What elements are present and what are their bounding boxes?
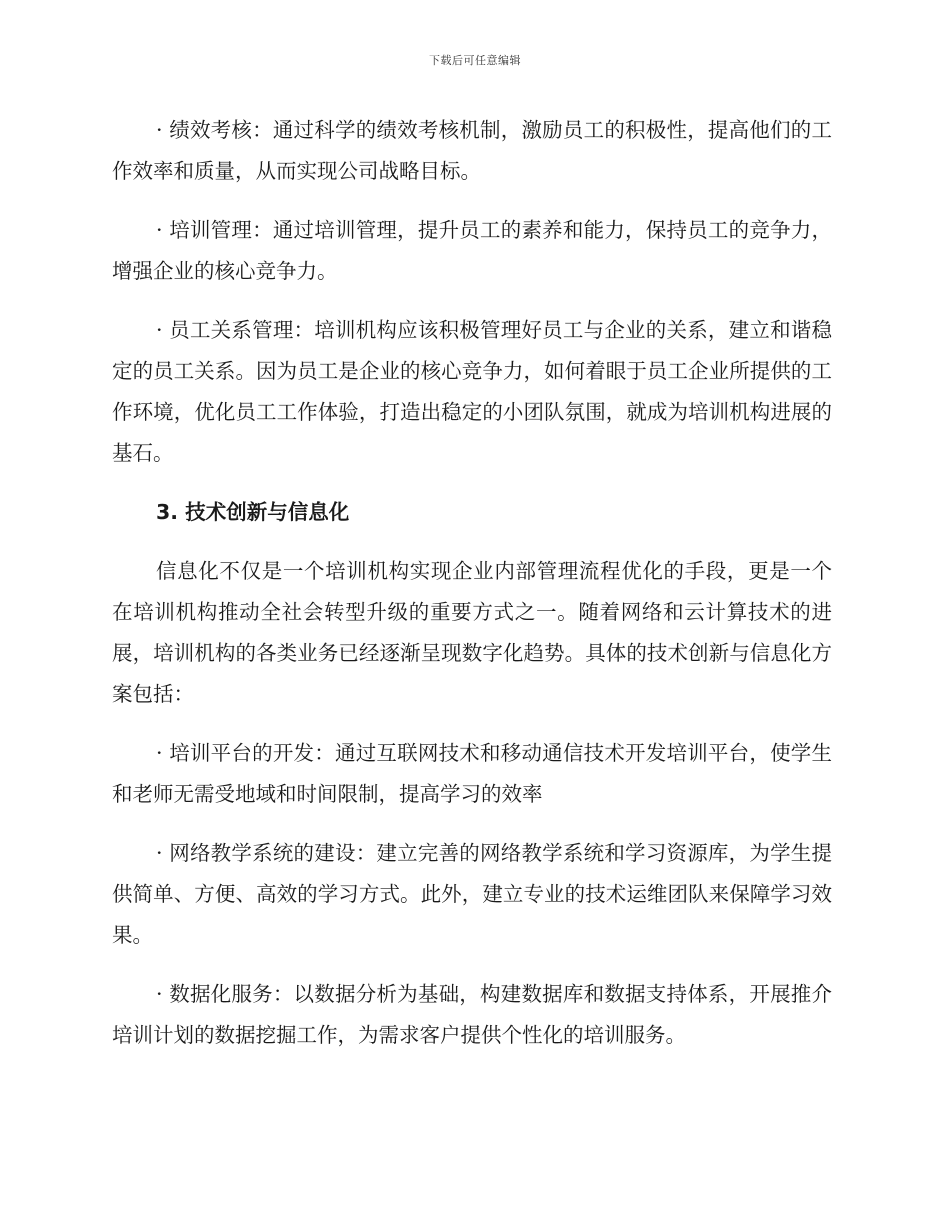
page-header: 下载后可任意编辑 xyxy=(429,54,521,67)
paragraph-data-services: · 数据化服务：以数据分析为基础，构建数据库和数据支持体系，开展推介培训计划的数据挖掘工作，为需求客户提供个性化的培训服务。 xyxy=(112,982,832,1047)
paragraph-employee-relations: · 员工关系管理：培训机构应该积极管理好员工与企业的关系，建立和谐稳定的员工关系。因为员工是企业的核心竞争力，如何着眼于员工企业所提供的工作环境，优化员工工作体验，打造出稳定的小团队氛围，就成为培训机构进展的基石。 xyxy=(112,318,832,465)
document-body xyxy=(112,110,832,1074)
paragraph-training-platform: · 培训平台的开发：通过互联网技术和移动通信技术开发培训平台，使学生和老师无需受地域和时间限制，提高学习的效率 xyxy=(112,741,832,806)
paragraph-online-teaching: · 网络教学系统的建设：建立完善的网络教学系统和学习资源库，为学生提供简单、方便、高效的学习方式。此外，建立专业的技术运维团队来保障学习效果。 xyxy=(112,841,832,947)
section-heading: 3. 技术创新与信息化 xyxy=(156,500,350,524)
paragraph-informatization-intro: 信息化不仅是一个培训机构实现企业内部管理流程优化的手段，更是一个在培训机构推动全社会转型升级的重要方式之一。随着网络和云计算技术的进展，培训机构的各类业务已经逐渐呈现数字化趋势。具体的技术创新与信息化方案包括： xyxy=(112,559,832,706)
paragraph-training-management: · 培训管理：通过培训管理，提升员工的素养和能力，保持员工的竞争力，增强企业的核心竞争力。 xyxy=(112,218,832,283)
paragraph-performance-review: · 绩效考核：通过科学的绩效考核机制，激励员工的积极性，提高他们的工作效率和质量，从而实现公司战略目标。 xyxy=(112,118,832,183)
